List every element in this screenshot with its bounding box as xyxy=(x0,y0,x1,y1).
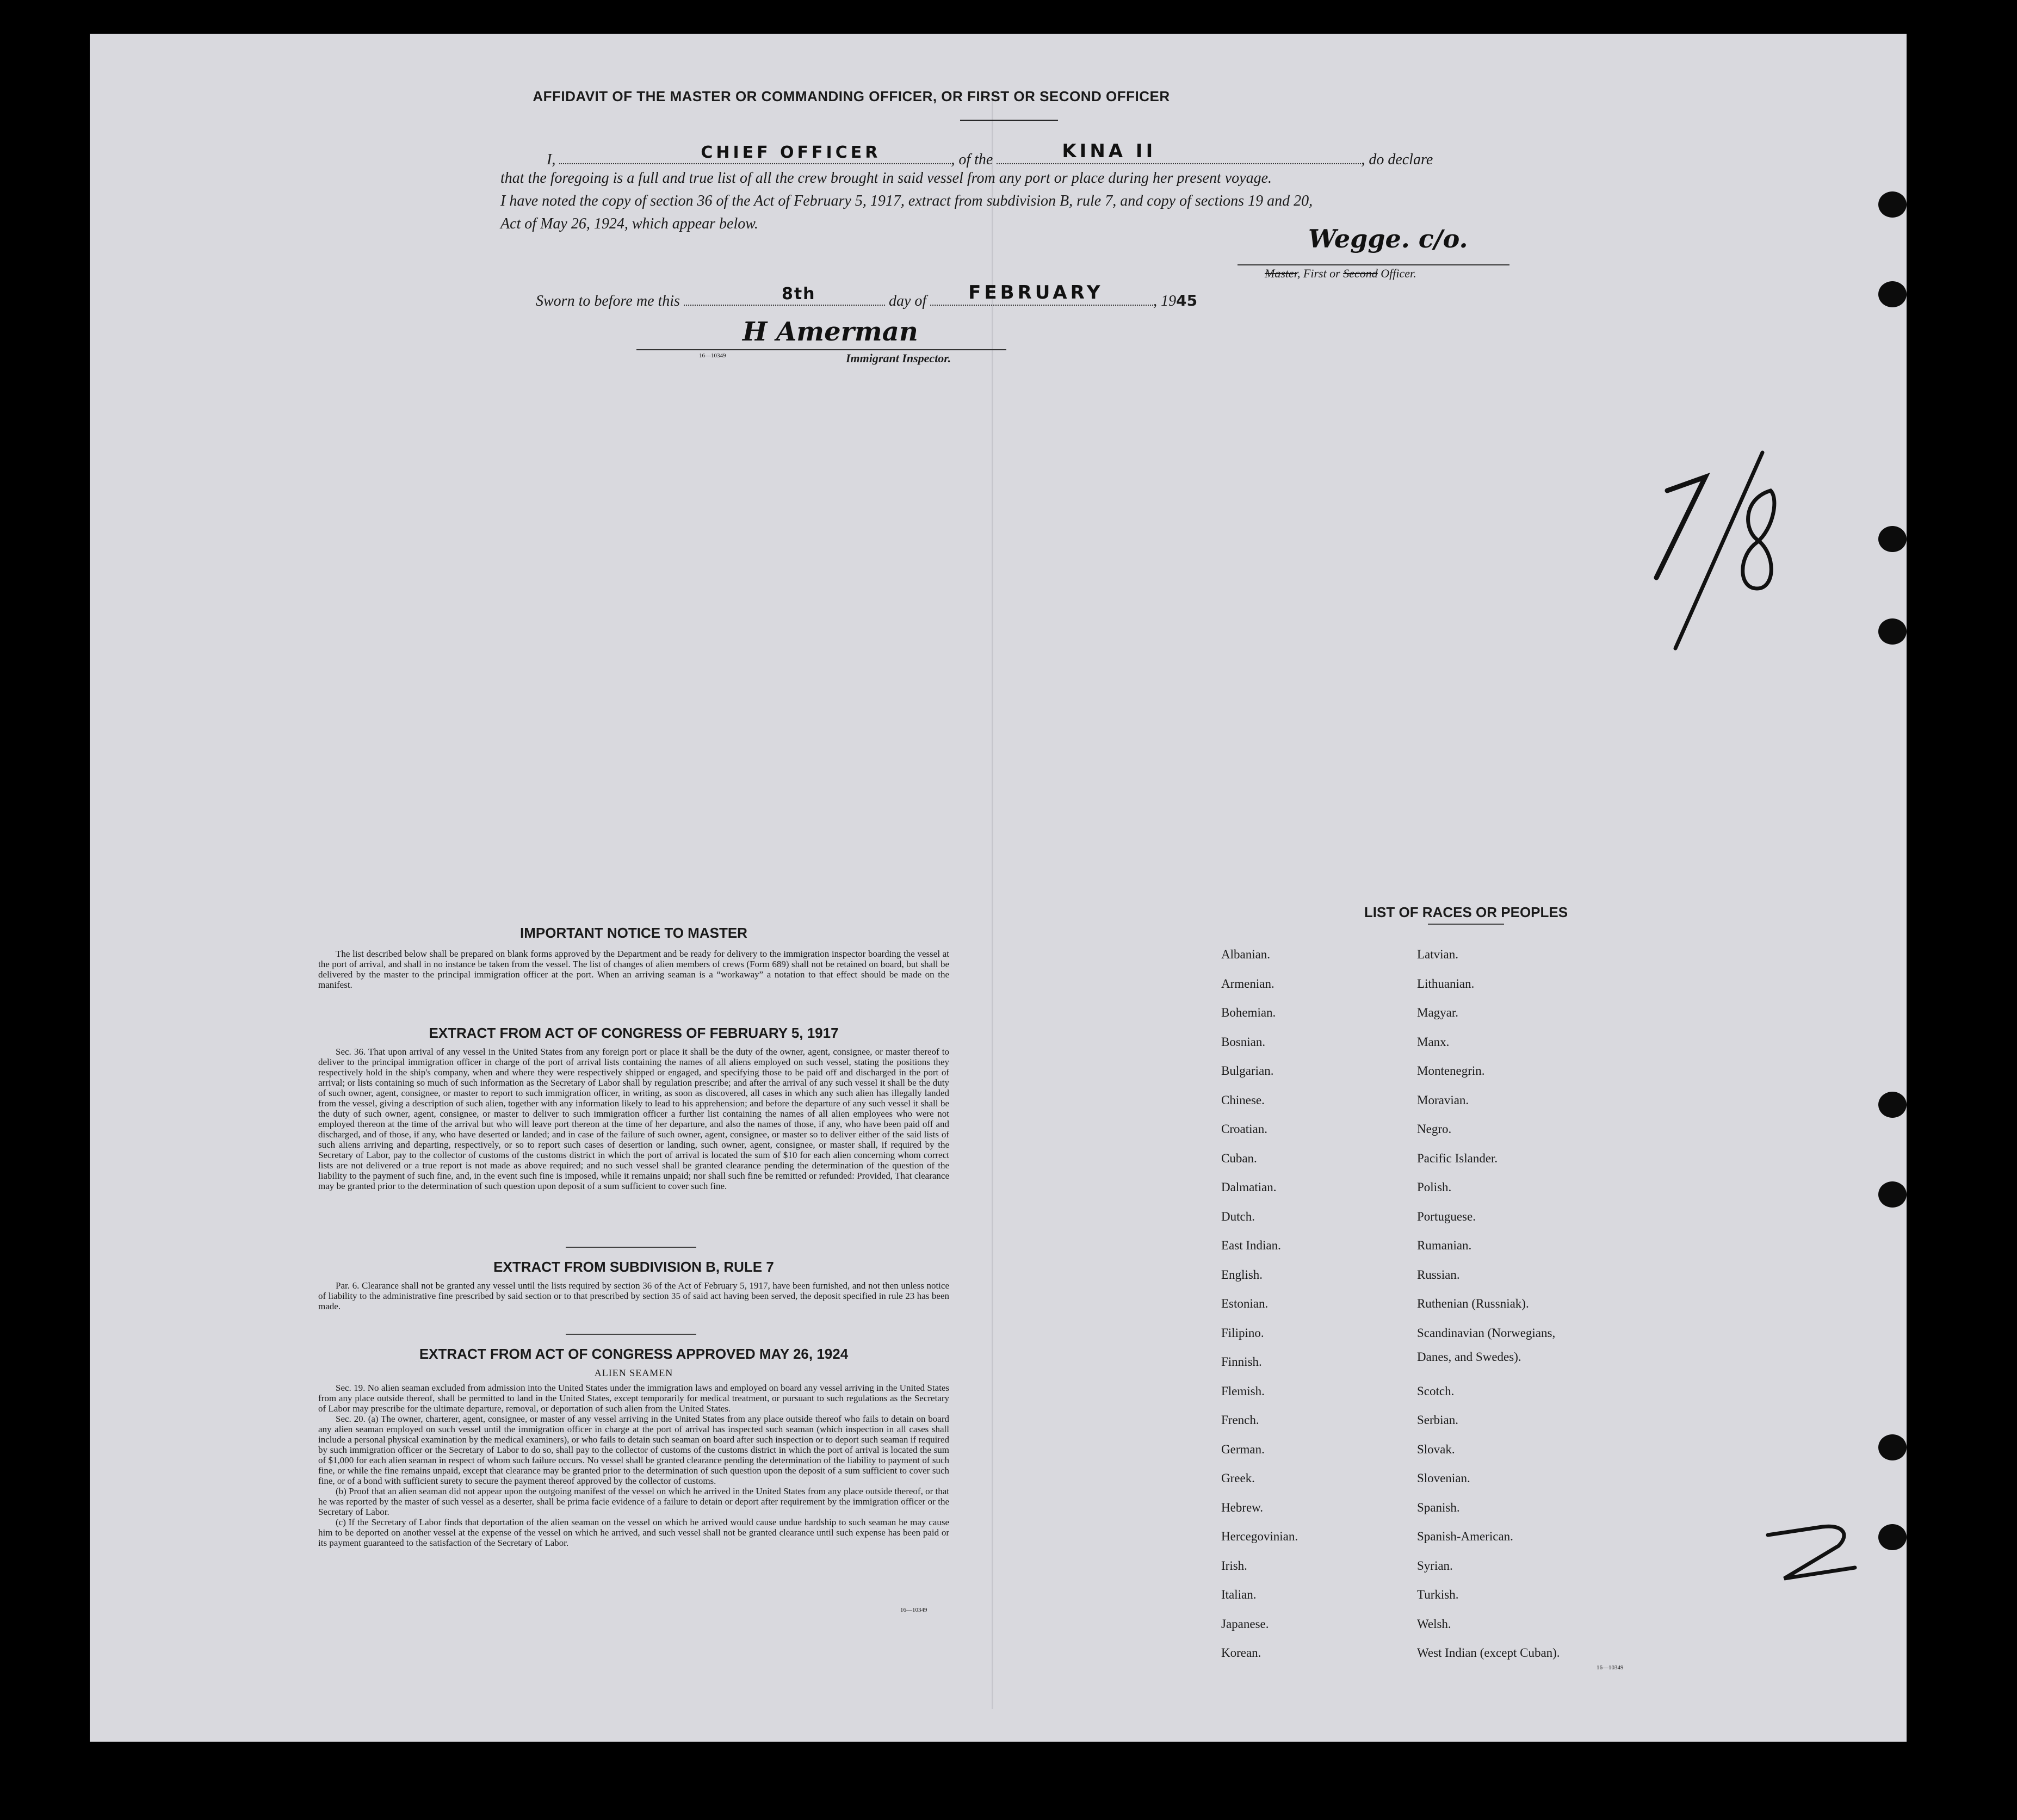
sig-master: Master xyxy=(1265,267,1297,280)
race-item: Rumanian. xyxy=(1417,1239,1472,1252)
punch-hole xyxy=(1878,1181,1907,1208)
race-item: Serbian. xyxy=(1417,1413,1459,1427)
notice-text xyxy=(318,949,949,990)
sec20c-text: (c) If the Secretary of Labor finds that deportation of the alien seaman on the vessel on which he arrived would cause undue hardship to such seaman he may cause him to be deported on another vessel at the expense of the vessel on which he arrived, and such vessel shall not be granted clearance until such expense has been paid or its payment guaranteed to the satisfaction of the Secretary of Labor. xyxy=(318,1517,949,1548)
race-item: Chinese. xyxy=(1221,1093,1265,1107)
race-item: East Indian. xyxy=(1221,1239,1281,1252)
affidavit-form-number: 16—10349 xyxy=(699,352,726,359)
race-item: Welsh. xyxy=(1417,1617,1451,1631)
race-item: Japanese. xyxy=(1221,1617,1269,1631)
race-item: Korean. xyxy=(1221,1646,1261,1660)
race-item: Bosnian. xyxy=(1221,1035,1266,1049)
officer-handwriting: CHIEF OFFICER xyxy=(701,143,881,162)
race-item: Turkish. xyxy=(1417,1588,1459,1601)
year-handwriting: 45 xyxy=(1176,292,1198,309)
races-title: LIST OF RACES OR PEOPLES xyxy=(1364,904,1568,920)
extract-1924-text xyxy=(318,1383,949,1548)
of-the-text: , of the xyxy=(951,151,993,168)
race-item: Montenegrin. xyxy=(1417,1064,1485,1078)
race-item: Spanish-American. xyxy=(1417,1530,1513,1543)
race-item: Manx. xyxy=(1417,1035,1450,1049)
race-item: Italian. xyxy=(1221,1588,1257,1601)
race-item: Magyar. xyxy=(1417,1006,1459,1019)
punch-hole xyxy=(1878,191,1907,218)
sworn-day-field xyxy=(684,284,885,306)
extract-form-number: 16—10349 xyxy=(900,1607,927,1613)
race-item: Scandinavian (Norwegians, xyxy=(1417,1326,1556,1340)
race-item: West Indian (except Cuban). xyxy=(1417,1646,1560,1660)
sworn-line xyxy=(536,282,1198,310)
vessel-field xyxy=(997,140,1361,164)
race-item: Portuguese. xyxy=(1417,1209,1476,1223)
race-item: Ruthenian (Russniak). xyxy=(1417,1297,1529,1310)
race-item: Lithuanian. xyxy=(1417,976,1475,991)
race-item: English. xyxy=(1221,1267,1263,1282)
race-item: Hercegovinian. xyxy=(1221,1530,1298,1543)
inspector-signature: H Amerman xyxy=(743,317,918,347)
race-item: Greek. xyxy=(1221,1471,1255,1485)
extract-rule7-title: EXTRACT FROM SUBDIVISION B, RULE 7 xyxy=(493,1259,774,1275)
affidavit-line1 xyxy=(547,140,1433,169)
punch-hole xyxy=(1878,618,1907,645)
sworn-month-field xyxy=(930,282,1153,306)
extract-1924-title: EXTRACT FROM ACT OF CONGRESS APPROVED MAY 26, 1924 xyxy=(419,1346,849,1362)
race-item: Moravian. xyxy=(1417,1093,1469,1107)
page-number-annotation xyxy=(1645,447,1787,654)
signature-label xyxy=(1265,267,1416,281)
race-item: Dalmatian. xyxy=(1221,1180,1277,1194)
extract-1917-title: EXTRACT FROM ACT OF CONGRESS OF FEBRUARY 5, 1917 xyxy=(429,1025,839,1041)
race-item: German. xyxy=(1221,1442,1265,1456)
race-item: Slovenian. xyxy=(1417,1471,1470,1485)
affidavit-i: I, xyxy=(547,151,556,168)
race-item: Scotch. xyxy=(1417,1384,1455,1398)
punch-hole xyxy=(1878,1434,1907,1460)
page-fold xyxy=(992,99,993,1709)
section-divider xyxy=(566,1334,696,1335)
race-scandinavian-continued: Danes, and Swedes). xyxy=(1417,1350,1521,1364)
master-signature: Wegge. c/o. xyxy=(1308,224,1468,253)
race-item: Estonian. xyxy=(1221,1297,1269,1310)
signature-line xyxy=(1238,264,1509,265)
sworn-month-handwriting: FEBRUARY xyxy=(968,282,1104,304)
race-item: Filipino. xyxy=(1221,1326,1264,1340)
affidavit-line2: that the foregoing is a full and true list of all the crew brought in said vessel from any port or place during her present voyage. xyxy=(500,170,1272,187)
document-sheet xyxy=(90,34,1907,1742)
punch-hole xyxy=(1878,281,1907,307)
alien-seamen-subtitle: ALIEN SEAMEN xyxy=(594,1367,673,1378)
race-item: Irish. xyxy=(1221,1558,1247,1573)
extract-1917-body: Sec. 36. That upon arrival of any vessel in the United States from any foreign port or place it shall be the duty of the owner, agent, consignee, or master thereof to deliver to the principal immigration officer in charge of the port of arrival lists containing the names of all aliens employed on such vessel, stating the positions they respectively hold in the ship's company, when and where they were respectively shipped or engaged, and specifying those to be paid off and discharged in the port of arrival; or lists containing so much of such information as the Secretary of Labor shall by regulation prescribe; and after the arrival of any such vessel it shall be the duty of such owner, agent, consignee, or master to report to such immigration officer, in writing, as soon as discovered, all cases in which any such alien has illegally landed from the vessel, giving a description of such alien, together with any information likely to lead to his apprehension; and before the departure of any such vessel it shall be the duty of such owner, agent, consignee, or master to deliver to such immigration officer a further list containing the names of all alien employees who were not employed thereon at the time of the arrival but who will leave port thereon at the time of her departure, and also the names of those, if any, who have been paid off and discharged, and of those, if any, who have deserted or landed; and in case of the failure of such owner, agent, consignee, or master so to deliver either of the said lists of such aliens arriving and departing, respectively, or so to report such cases of desertion or landing, such owner, agent, consignee, or master shall, if required by the Secretary of Labor, pay to the collector of customs of the customs district in which the port of arrival is located the sum of $10 for each alien concerning whom correct lists are not delivered or a true report is not made as above required; and no such vessel shall be granted clearance pending the determination of the question of the liability to the payment of such fine, and, in the event such fine is imposed, while it remains unpaid; nor shall such fine be remitted or refunded: Provided, That clearance may be granted prior to the determination of such question upon deposit of a sum sufficient to cover such fine. xyxy=(318,1047,949,1191)
sec20b-text: (b) Proof that an alien seaman did not appear upon the outgoing manifest of the vessel on which he arrived in the United States from any place outside thereof, or that he was reported by the master of such vessel as a deserter, shall be prima facie evidence of a failure to detain or deport after requirement by the immigration officer or the Secretary of Labor. xyxy=(318,1486,949,1517)
extract-rule7-body: Par. 6. Clearance shall not be granted any vessel until the lists required by section 36 of the Act of February 5, 1917, have been furnished, and not then unless notice of liability to the administrative fine prescribed by said section or to that prescribed by section 35 of said act having been served, the deposit specified in rule 23 has been made. xyxy=(318,1280,949,1311)
sig-second: Second xyxy=(1343,267,1378,280)
punch-hole xyxy=(1878,1524,1907,1550)
race-item: Spanish. xyxy=(1417,1500,1460,1514)
sec20a-text: Sec. 20. (a) The owner, charterer, agent, consignee, or master of any vessel arriving in the United States from any place outside thereof who fails to detain on board any alien seaman employed on such vessel until the immigration officer in charge at the port of arrival has inspected such seaman (which inspection in all cases shall include a personal physical examination by the medical examiners), or who fails to detain such seaman on board after such inspection or to deport such seaman if required by such immigration officer or the Secretary of Labor to do so, shall pay to the collector of customs of the customs district in which the port of arrival is located the sum of $1,000 for each alien seaman in respect of whom such failure occurs. No vessel shall be granted clearance pending the determination of the liability to payment of such fine, or while the fine remains unpaid, except that clearance may be granted prior to the determination of such question upon the deposit of a sum sufficient to cover such fine, or of a bond with sufficient surety to secure the payment thereof approved by the collector of customs. xyxy=(318,1414,949,1486)
punch-hole xyxy=(1878,526,1907,552)
affidavit-line3: I have noted the copy of section 36 of the Act of February 5, 1917, extract from subdivision B, rule 7, and copy of sections 19 and 20, xyxy=(500,193,1313,209)
corner-check-annotation xyxy=(1762,1502,1860,1584)
race-item: Syrian. xyxy=(1417,1558,1453,1573)
punch-hole xyxy=(1878,1092,1907,1118)
races-title-rule xyxy=(1428,924,1504,925)
race-item: Finnish. xyxy=(1221,1355,1262,1369)
sig-first: , First or xyxy=(1297,267,1340,280)
year-prefix: , 19 xyxy=(1153,293,1177,309)
inspector-line xyxy=(636,349,1006,350)
vessel-handwriting: KINA II xyxy=(1062,140,1156,162)
race-item: Pacific Islander. xyxy=(1417,1151,1498,1165)
officer-field xyxy=(559,143,951,164)
race-item: Russian. xyxy=(1417,1267,1460,1282)
day-of-text: day of xyxy=(888,293,927,309)
section-divider xyxy=(566,1247,696,1248)
sig-officer: Officer. xyxy=(1381,267,1416,280)
race-item: Cuban. xyxy=(1221,1151,1257,1165)
notice-title: IMPORTANT NOTICE TO MASTER xyxy=(520,925,747,941)
do-declare-text: , do declare xyxy=(1361,151,1433,168)
inspector-label: Immigrant Inspector. xyxy=(846,351,951,365)
race-item: Hebrew. xyxy=(1221,1500,1264,1514)
sec19-text: Sec. 19. No alien seaman excluded from admission into the United States under the immigration laws and employed on board any vessel arriving in the United States from any place outside thereof, shall be permitted to land in the United States, except temporarily for medical treatment, or pursuant to such regulations as the Secretary of Labor may prescribe for the ultimate departure, removal, or deportation of such alien from the United States. xyxy=(318,1383,949,1414)
affidavit-title: AFFIDAVIT OF THE MASTER OR COMMANDING OFFICER, OR FIRST OR SECOND OFFICER xyxy=(533,88,1170,104)
race-item: Croatian. xyxy=(1221,1122,1267,1136)
race-item: Polish. xyxy=(1417,1180,1452,1194)
sworn-text: Sworn to before me this xyxy=(536,293,680,309)
race-item: Latvian. xyxy=(1417,948,1458,961)
sworn-day-handwriting: 8th xyxy=(781,284,816,304)
race-item: Albanian. xyxy=(1221,948,1271,961)
race-item: Negro. xyxy=(1417,1122,1452,1136)
title-rule xyxy=(960,120,1058,121)
extract-rule7-text xyxy=(318,1280,949,1311)
notice-body: The list described below shall be prepared on blank forms approved by the Department and be ready for delivery to the immigration inspector boarding the vessel at the port of arrival, and shall in no instance be taken from the vessel. The list of changes of alien members of crews (Form 689) shall not be retained on board, but shall be delivered by the master to the principal immigration officer at the port. When an arriving seaman is a “workaway” a notation to that effect should be made on the manifest. xyxy=(318,949,949,990)
race-item: Flemish. xyxy=(1221,1384,1265,1398)
race-item: French. xyxy=(1221,1413,1259,1427)
races-form-number: 16—10349 xyxy=(1597,1664,1624,1671)
race-item: Slovak. xyxy=(1417,1442,1455,1456)
affidavit-line4: Act of May 26, 1924, which appear below. xyxy=(500,215,758,232)
race-item: Armenian. xyxy=(1221,976,1274,991)
race-item: Bohemian. xyxy=(1221,1006,1276,1019)
race-item: Dutch. xyxy=(1221,1209,1255,1223)
race-item: Bulgarian. xyxy=(1221,1064,1274,1078)
extract-1917-text xyxy=(318,1047,949,1191)
